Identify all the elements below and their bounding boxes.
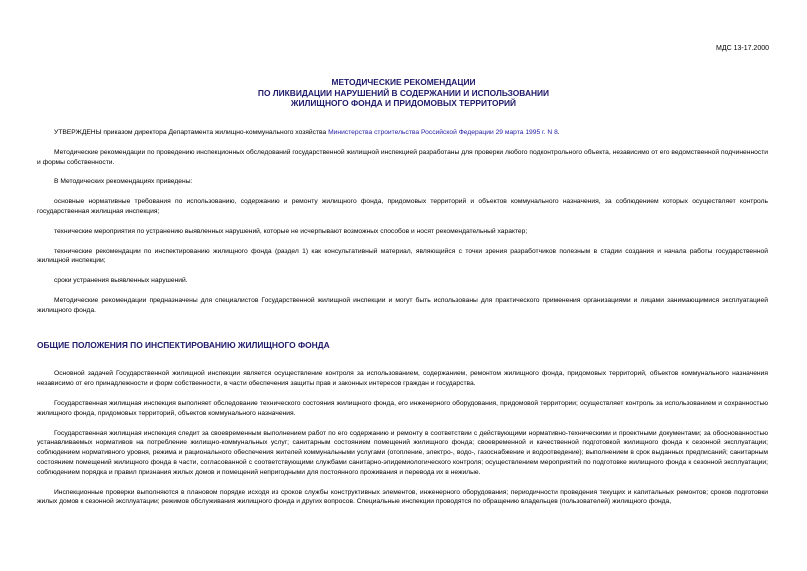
title-line: МЕТОДИЧЕСКИЕ РЕКОМЕНДАЦИИ bbox=[331, 77, 476, 87]
approval-paragraph bbox=[37, 128, 768, 138]
section-paragraph: Инспекционные проверки выполняются в плановом порядке исходя из сроков службы конструктивных элементов, инженерного оборудования; периодичности проведения текущих и капитальных ремонтов; сроков подготовки жилых домов к сезонной эксплуатации; режимов обслуживания жилищного фонда и других вопросов. Специальные инспекции проводятся по обращению владельцев (пользователей) жилищного фонда, bbox=[37, 488, 768, 506]
paragraph: В Методических рекомендациях приведены: bbox=[54, 178, 193, 186]
section-paragraph: Основной задачей Государственной жилищной инспекции является осуществление контроля за использованием, содержанием, ремонтом жилищного фонда, придомовых территорий, объектов коммунального назначения независимо от его принадлежности и форм собственности, в части обеспечения защиты прав и законных интересов граждан и государства. bbox=[37, 370, 768, 388]
list-item: технические мероприятия по устранению выявленных нарушений, которые не исчерпывают возможных способов и носят рекомендательный характер; bbox=[54, 227, 528, 235]
list-item: сроки устранения выявленных нарушений. bbox=[54, 277, 188, 285]
approval-suffix: . bbox=[557, 129, 560, 136]
paragraph: Методические рекомендации предназначены для специалистов Государственной жилищной инспекции и могут быть использованы для практического применения организациями и лицами занимающимися эксплуатацией жилищного фонда. bbox=[37, 296, 768, 314]
section-paragraph: Государственная жилищная инспекция выполняет обследование технического состояния жилищного фонда, его инженерного оборудования, придомовой территории; осуществляет контроль за использованием и сохранностью жилищного фонда, придомовых территорий, объектов коммунального назначения. bbox=[37, 399, 768, 417]
section-paragraph: Государственная жилищная инспекция следит за своевременным выполнением работ по его содержанию и ремонту в соответствии с действующими нормативно-техническими и проектными документами; за обоснованностью устанавливаемых нормативов на потребление жилищно-коммунальных услуг; санитарным состоянием помещений жилищного фонда; своевременной и качественной подготовкой жилищного фонда к сезонной эксплуатации; соблюдением нормативного уровня, режима и рационального обеспечения жителей коммунальными услугами (отопление, электро-, водо-, газоснабжение и водоотведение); выполнением в срок выданных предписаний; санитарным состоянием помещений жилищного фонда в части, согласованной с соответствующими службами санитарно-эпидемиологического контроля; осуществлением мероприятий по подготовке жилищного фонда к сезонной эксплуатации; соблюдением порядка и правил признания жилых домов и помещений непригодными для постоянного проживания и перевода их в нежилые. bbox=[37, 429, 768, 476]
title-line: ЖИЛИЩНОГО ФОНДА И ПРИДОМОВЫХ ТЕРРИТОРИЙ bbox=[290, 98, 517, 108]
document-title bbox=[0, 77, 807, 109]
list-item: технические рекомендации по инспектированию жилищного фонда (раздел 1) как консультативный материал, являющийся с точки зрения разработчиков полезным в стадии создания и начала работы государственной жилищной инспекции; bbox=[37, 247, 768, 265]
list-item: основные нормативные требования по использованию, содержанию и ремонту жилищного фонда, придомовых территорий и объектов коммунального назначения, за соблюдением которых осуществляет контроль государственная жилищная инспекция; bbox=[37, 198, 768, 215]
paragraph: Методические рекомендации по проведению инспекционных обследований государственной жилищной инспекцией разработаны для проверки любого подконтрольного объекта, независимо от его ведомственной подчиненности и формы собственности. bbox=[37, 148, 768, 166]
ministry-order-link[interactable]: Министерства строительства Российской Федерации 29 марта 1995 г. N 8 bbox=[328, 129, 558, 136]
document-code: МДС 13-17.2000 bbox=[716, 45, 769, 52]
document-body bbox=[37, 128, 768, 507]
section-heading: ОБЩИЕ ПОЛОЖЕНИЯ ПО ИНСПЕКТИРОВАНИЮ ЖИЛИЩНОГО ФОНДА bbox=[37, 339, 330, 350]
approval-prefix: УТВЕРЖДЕНЫ приказом директора Департамента жилищно-коммунального хозяйства bbox=[54, 129, 329, 136]
title-line: ПО ЛИКВИДАЦИИ НАРУШЕНИЙ В СОДЕРЖАНИИ И ИСПОЛЬЗОВАНИИ bbox=[257, 87, 550, 98]
